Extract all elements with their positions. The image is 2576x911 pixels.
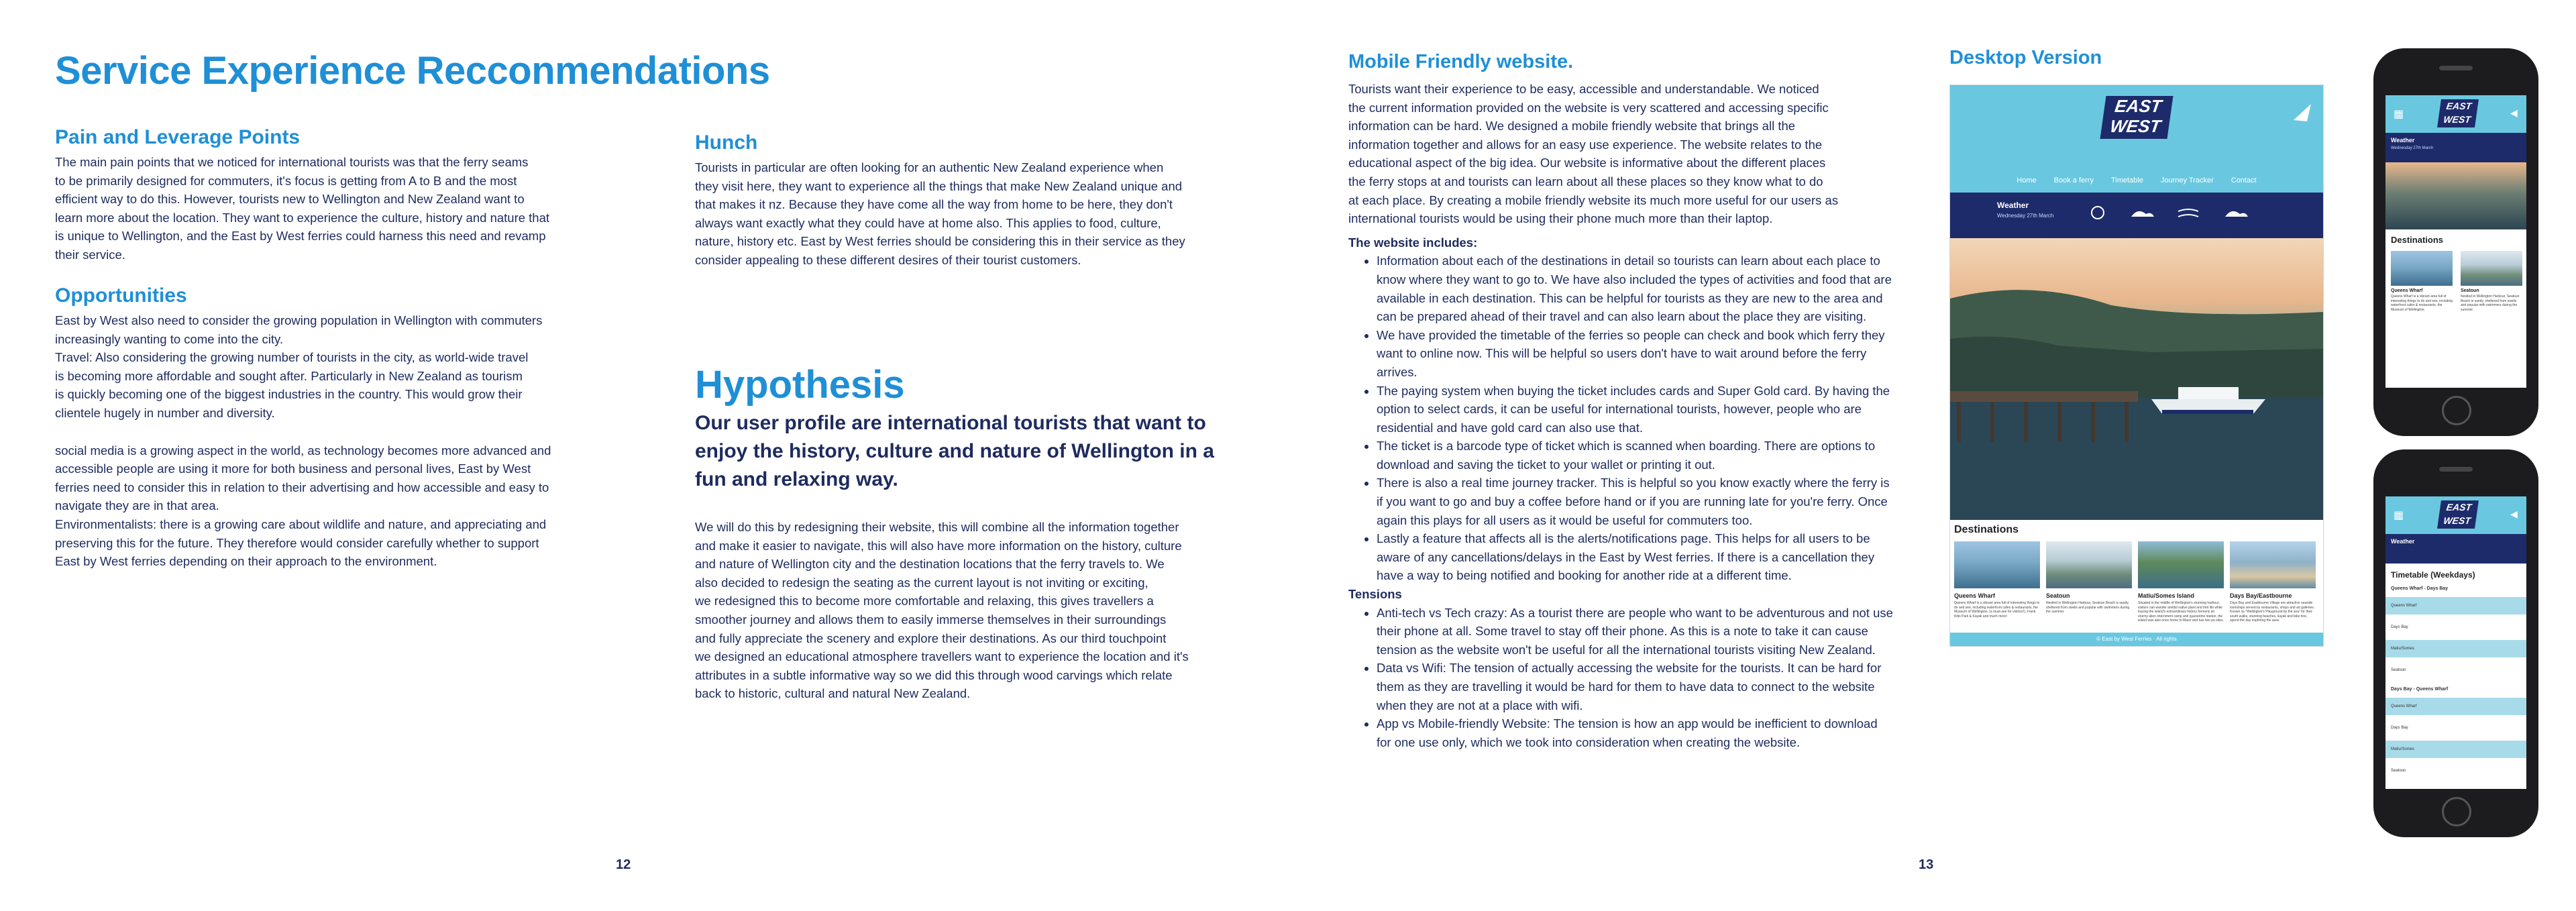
- opportunities-heading: Opportunities: [55, 284, 187, 307]
- timetable-row: [2385, 762, 2526, 780]
- list-item: • Anti-tech vs Tech crazy: As a tourist there are people who want to be adventurous and not use their phone at all. Some travel to stay off their phone. As this is a note to take it can cause tension as the website won't be useful for all the international tourists visiting New Zealand.: [1377, 604, 1893, 659]
- opportunities-text: [55, 311, 619, 423]
- text-line: information together and allows for an easy use experience. The website relates to the: [1348, 137, 1823, 152]
- timetable-row: [2385, 719, 2526, 737]
- timetable-stop: Queens Wharf: [2391, 604, 2417, 608]
- text-line: We will do this by redesigning their website, this will combine all the information together: [695, 520, 1179, 534]
- destination-image: [1954, 541, 2040, 588]
- tensions-label: Tensions: [1348, 587, 1402, 602]
- list-item: • Information about each of the destinations in detail so tourists can learn about each place to know where they want to go to. We have also included the types of activities and food that are available in each destination. This can be helpful for tourists as they are new to the area and can be prepared ahead of their travel and can also learn about the place they are visiting.: [1377, 252, 1893, 325]
- desktop-hero-image: [1950, 238, 2323, 520]
- text-line: ferries need to consider this in relation to their advertising and how accessible and easy to: [55, 480, 549, 494]
- pain-text: [55, 153, 619, 264]
- timetable-stop: Seatoun: [2391, 668, 2406, 672]
- phone-1-logo: EAST WEST: [2437, 99, 2479, 127]
- destination-description: Queens Wharf is a vibrant area full of interesting things to do and see, including waterfront cafes & restaurants, the Museum of Wellington, (a must-see for visitors!), Frank Kitts Park & Kayak and much more!: [1954, 601, 2040, 619]
- hypothesis-heading: Hypothesis: [695, 363, 905, 407]
- nav-timetable[interactable]: Timetable: [2110, 176, 2143, 184]
- phone-2-screen: ▦ EAST WEST ◀ Weather Timetable (Weekdays) Queens Wharf - Days Bay Queens Wharf Days Bay Matiu/Somes Seatoun Days Bay - Queens Wharf Queens Wharf Days Bay Matiu/Somes Seatoun: [2385, 496, 2526, 789]
- text-line: preserving this for the future. They therefore would consider carefully whether to support: [55, 535, 539, 550]
- list-item: • The ticket is a barcode type of ticket which is scanned when boarding. There are options to download and saving the ticket to your wallet or printing it out.: [1377, 437, 1893, 474]
- destination-image: [2046, 541, 2132, 588]
- text-line: and fully appreciate the scenery and explore their destinations. As our third touchpoint: [695, 631, 1167, 645]
- destination-description: Nestled in Wellington Harbour, Seatoun Beach is sandy, sheltered from swells and popular with swimmers during the summer.: [2046, 601, 2130, 614]
- timetable-row: [2385, 698, 2526, 715]
- destination-card[interactable]: [2046, 541, 2132, 614]
- text-line: Travel: Also considering the growing number of tourists in the city, as world-wide travel: [55, 350, 529, 365]
- destination-image: [2461, 251, 2522, 286]
- destination-name: Queens Wharf: [2391, 288, 2423, 293]
- menu-grid-icon[interactable]: ▦: [2394, 109, 2404, 120]
- list-item: • Data vs Wifi: The tension of actually accessing the website for the tourists. It can be hard for them as they are travelling it would be hard for them to have data to connect to the website when they are not at a place with wifi.: [1377, 659, 1893, 714]
- destination-name: Matiu/Somes Island: [2138, 592, 2195, 599]
- text-line: clientele hugely in number and diversity.: [55, 405, 275, 420]
- text-line: to be primarily designed for commuters, it's focus is getting from A to B and the most: [55, 173, 517, 188]
- phone-mockup-2: [2373, 449, 2538, 837]
- opportunities-section: [55, 284, 619, 571]
- timetable-stop: Matiu/Somes: [2391, 647, 2415, 651]
- desktop-logo: EAST WEST: [2100, 96, 2174, 139]
- text-line: we redesigned this to become more comfortable and relaxing, this gives travellers a: [695, 594, 1154, 608]
- weather-icons: [2084, 202, 2259, 229]
- text-line: East by West also need to consider the growing population in Wellington with commuters: [55, 313, 543, 327]
- includes-list: [1348, 252, 1893, 585]
- hunch-heading: Hunch: [695, 131, 758, 154]
- timetable-stop: Days Bay: [2391, 726, 2408, 730]
- bird-icon: ◀: [2510, 107, 2518, 118]
- text-line: and nature of Wellington city and the destination locations that the ferry travels to. We: [695, 557, 1165, 572]
- phone-1-hero-image: [2385, 162, 2526, 229]
- destination-card[interactable]: [2230, 541, 2316, 623]
- nav-contact[interactable]: Contact: [2231, 176, 2257, 184]
- timetable-stop: Queens Wharf: [2391, 704, 2417, 708]
- mobile-heading: Mobile Friendly website.: [1348, 51, 1574, 72]
- text-line: Tourists want their experience to be easy, accessible and understandable. We noticed: [1348, 82, 1819, 96]
- desktop-footer: © East by West Ferries · All rights: [1950, 633, 2323, 646]
- list-item: • There is also a real time journey tracker. This is helpful so you know exactly where the ferry is if you want to go and buy a coffee before hand or if you are running late for you're ferry. Once again this plays for all users as it would be useful for commuters too.: [1377, 474, 1893, 529]
- pain-heading: Pain and Leverage Points: [55, 126, 301, 148]
- text-line: educational aspect of the big idea. Our website is informative about the different places: [1348, 156, 1826, 170]
- text-line: smoother journey and allows them to easily immerse themselves in their surroundings: [695, 612, 1167, 627]
- destination-card[interactable]: [1954, 541, 2040, 619]
- nav-tracker[interactable]: Journey Tracker: [2160, 176, 2214, 184]
- page-title: Service Experience Recconmendations: [55, 49, 770, 93]
- destination-image: [2391, 251, 2453, 286]
- bird-icon: ◀: [2510, 508, 2518, 519]
- mobile-text: [1348, 80, 1898, 228]
- timetable-row: [2385, 661, 2526, 679]
- hunch-section: [695, 131, 1258, 270]
- timetable-stop: Matiu/Somes: [2391, 747, 2415, 751]
- timetable-row: [2385, 741, 2526, 758]
- destination-image: [2138, 541, 2224, 588]
- desktop-weather-bar: Weather Wednesday 27th March: [1950, 193, 2323, 238]
- page-number-left: 12: [616, 857, 631, 872]
- phone-2-home-button[interactable]: [2442, 797, 2471, 826]
- text-line: they visit here, they want to experience all the things that make New Zealand unique and: [695, 178, 1183, 193]
- destination-name: Days Bay/Eastbourne: [2230, 592, 2292, 599]
- hunch-text: [695, 158, 1258, 270]
- text-line: attributes in a subtle informative way so we did this through wood carvings which relate: [695, 667, 1173, 682]
- text-line: is quickly becoming one of the biggest industries in the country. This would grow their: [55, 387, 523, 402]
- destination-description: Days Bay and Eastbourne Village are attractive seaside townships served by restaurants, shops and art galleries. Known as "Wellington's Playground by the sea" for their south walks, stunning beaches, kayak and bike hire, spend the day exploring the area.: [2230, 601, 2315, 623]
- text-line: the ferry stops at and tourists can learn about all these places so they know what to do: [1348, 174, 1823, 189]
- destination-image: [2230, 541, 2316, 588]
- phone-1-home-button[interactable]: [2442, 396, 2471, 425]
- text-line: we designed an educational atmosphere travellers want to experience the location and it's: [695, 649, 1189, 664]
- timetable-heading: Timetable (Weekdays): [2391, 570, 2475, 580]
- desktop-mockup: [1949, 85, 2324, 647]
- text-line: nature, history etc. East by West ferries should be considering this in their service as they: [695, 234, 1185, 249]
- text-line: their service.: [55, 247, 125, 262]
- text-line: is becoming more affordable and sought after. Particularly in New Zealand as tourism: [55, 368, 523, 383]
- destination-card[interactable]: [2138, 541, 2224, 623]
- text-line: the current information provided on the website is very scattered and accessing specific: [1348, 100, 1829, 115]
- hypothesis-subheading: Our user profile are international tourists that want to enjoy the history, culture and nature of Wellington in a fun and relaxing way.: [695, 412, 1214, 490]
- destination-card[interactable]: [2391, 251, 2453, 312]
- text-line: always want exactly what they could have at home also. This applies to food, culture,: [695, 215, 1161, 230]
- list-item: • The paying system when buying the ticket includes cards and Super Gold card. By having the option to select cards, it can be useful for international tourists, however, people who are residential and have gold card can also use that.: [1377, 382, 1893, 437]
- list-item: • Lastly a feature that affects all is the alerts/notifications page. This helps for all users to be aware of any cancellations/delays in the East by West ferries. If there is a cancellation they have a way to being notified and booking for another ride at a different time.: [1377, 529, 1893, 585]
- timetable-row: [2385, 619, 2526, 636]
- text-line: is unique to Wellington, and the East by West ferries could harness this need and revamp: [55, 229, 546, 244]
- destination-name: Seatoun: [2046, 592, 2070, 599]
- text-line: international tourists would be using their phone much more than their laptop.: [1348, 211, 1773, 226]
- page-number-right: 13: [1919, 857, 1934, 872]
- text-line: Tourists in particular are often looking for an authentic New Zealand experience when: [695, 160, 1164, 174]
- list-item: • We have provided the timetable of the ferries so people can check and book which ferry they want to online now. This will be helpful so users don't have to wait around before the ferry arrives.: [1377, 326, 1893, 382]
- tensions-list: [1348, 604, 1893, 752]
- route-1-label: Queens Wharf - Days Bay: [2391, 586, 2449, 591]
- opportunities-text-2: [55, 441, 619, 571]
- desktop-header: [1950, 85, 2323, 168]
- phone-1-screen: ▦ EAST WEST ◀ Weather Wednesday 27th March Destinations Queens Wharf Queens Wharf is a vibrant area full of interesting things to do and see, including waterfront cafes & restaurants, the Museum of Wellington. Seatoun Nestled in Wellington Harbour, Seatoun Beach is sandy, sheltered from swells and popular with swimmers during the summer.: [2385, 95, 2526, 388]
- nav-home[interactable]: Home: [2017, 176, 2037, 184]
- destination-name: Queens Wharf: [1954, 592, 1996, 599]
- timetable-stop: Seatoun: [2391, 769, 2406, 773]
- desktop-heading: Desktop Version: [1949, 47, 2102, 68]
- destination-description: Situated in the middle of Wellington's stunning harbour, visitors can wander amidst native plant and bird life while tracing the island's extraordinary history formerly an enemy alien internment camp and quarantine station, the island was also once home to Maori and has two pa sites.: [2138, 601, 2224, 623]
- text-line: navigate they are in that area.: [55, 498, 219, 513]
- text-line: efficient way to do this. However, tourists new to Wellington and New Zealand want to: [55, 192, 525, 207]
- text-line: consider appealing to these different desires of their tourist customers.: [695, 252, 1081, 267]
- text-line: at each place. By creating a mobile friendly website its much more useful for our users as: [1348, 193, 1839, 207]
- bird-icon: [2291, 101, 2314, 124]
- nav-book[interactable]: Book a ferry: [2053, 176, 2094, 184]
- timetable-stop: Days Bay: [2391, 625, 2408, 629]
- phone-mockup-1: [2373, 48, 2538, 436]
- text-line: increasingly wanting to come into the city.: [55, 331, 284, 346]
- mobile-section: [1348, 51, 1898, 751]
- desktop-nav: [1950, 168, 2323, 193]
- timetable-row: [2385, 640, 2526, 657]
- text-line: The main pain points that we noticed for international tourists was that the ferry seams: [55, 155, 529, 169]
- text-line: that makes it nz. Because they have come all the way from home to be here, they don't: [695, 197, 1173, 212]
- text-line: accessible people are using it more for both business and personal lives, East by West: [55, 462, 531, 476]
- text-line: and make it easier to navigate, this will also have more information on the history, culture: [695, 538, 1182, 553]
- menu-grid-icon[interactable]: ▦: [2394, 510, 2404, 521]
- phone-2-logo: EAST WEST: [2437, 500, 2479, 529]
- text-line: East by West ferries depending on their approach to the environment.: [55, 554, 437, 569]
- timetable-row: [2385, 597, 2526, 614]
- list-item: • App vs Mobile-friendly Website: The tension is how an app would be inefficient to download for one use only, which we took into consideration when creating the website.: [1377, 714, 1893, 751]
- desktop-destinations: Destinations Queens Wharf Queens Wharf is a vibrant area full of interesting things to do and see, including waterfront cafes & restaurants, the Museum of Wellington, (a must-see for visitors!), Frank Kitts Park & Kayak and much more! Seatoun Nestled in Wellington Harbour, Seatoun Beach is sandy, sheltered from swells and popular with swimmers during the summer. Matiu/Somes Island Situated in the middle of Wellington's stunning harbour, visitors can wander amidst native plant and bird life while tracing the island's extraordinary history formerly an enemy alien internment camp and quarantine station, the island was also once home to Maori and has two pa sites. Days Bay/Eastbourne Days Bay and Eastbourne Village are attractive seaside townships served by restaurants, shops and art galleries. Known as "Wellington's Playground by the sea" for their south walks, stunning beaches, kayak and bike hire, spend the day exploring the area.: [1950, 520, 2323, 635]
- route-2-label: Days Bay - Queens Wharf: [2391, 687, 2449, 692]
- destination-card[interactable]: [2461, 251, 2522, 312]
- pain-section: [55, 126, 619, 264]
- destination-description: Queens Wharf is a vibrant area full of interesting things to do and see, including waterfront cafes & restaurants, the Museum of Wellington.: [2391, 294, 2453, 312]
- text-line: back to historic, cultural and natural New Zealand.: [695, 686, 971, 701]
- destination-description: Nestled in Wellington Harbour, Seatoun Beach is sandy, sheltered from swells and popular with swimmers during the summer.: [2461, 294, 2520, 312]
- text-line: learn more about the location. They want to experience the culture, history and nature that: [55, 210, 550, 225]
- includes-label: The website includes:: [1348, 235, 1478, 250]
- destination-name: Seatoun: [2461, 288, 2479, 293]
- text-line: Environmentalists: there is a growing care about wildlife and nature, and appreciating and: [55, 517, 547, 531]
- text-line: social media is a growing aspect in the world, as technology becomes more advanced and: [55, 443, 551, 458]
- text-line: information can be hard. We designed a mobile friendly website that brings all the: [1348, 119, 1796, 133]
- text-line: also decided to redesign the seating as the current layout is not inviting or exciting,: [695, 575, 1148, 590]
- hypothesis-text: [695, 518, 1258, 703]
